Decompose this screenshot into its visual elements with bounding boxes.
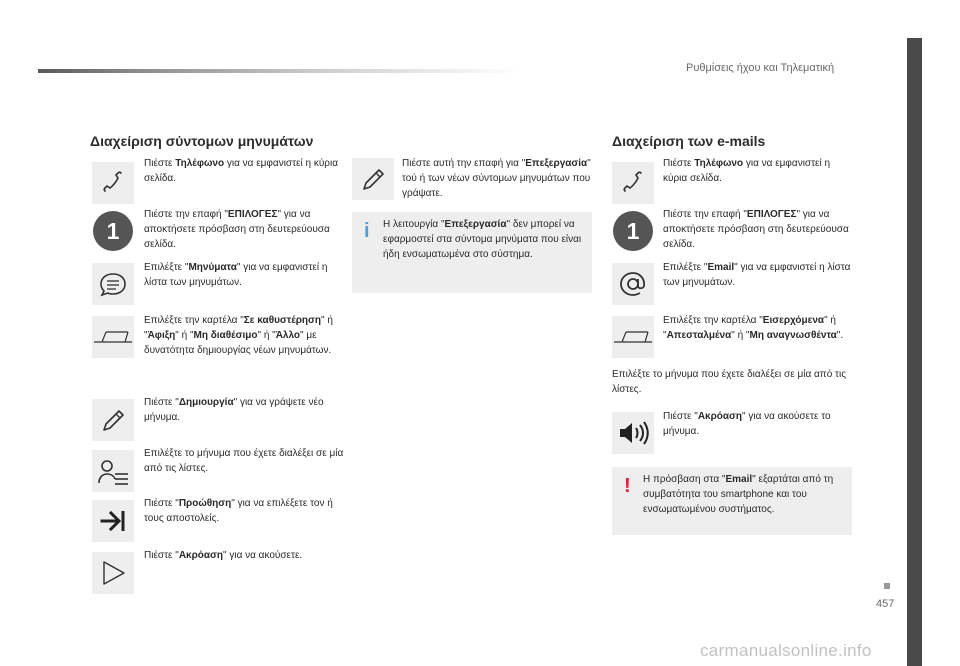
text-segment: " τού ή των νέων σύντομων μηνυμάτων που γράψατε. [402, 158, 591, 199]
step-text [144, 313, 344, 358]
page-marker [884, 583, 890, 589]
step-text [144, 496, 344, 526]
info-note [352, 212, 592, 293]
text-segment: " για να αποκτήσετε πρόσβαση στη δευτερεύουσα σελίδα. [144, 209, 330, 250]
text-segment: Πιέστε " [144, 498, 179, 509]
info-text [383, 217, 583, 262]
text-segment: " ή " [731, 330, 750, 341]
step-number-1 [612, 210, 654, 252]
text-segment: Πιέστε αυτή την επαφή για " [402, 158, 526, 169]
text-segment: για να εμφανιστεί η κύρια σελίδα. [144, 158, 338, 184]
step-number-label: 1 [106, 218, 120, 244]
emphasis-text: Τηλέφωνο [175, 158, 225, 169]
tab-selector-icon [92, 316, 134, 358]
text-segment: Επιλέξτε το μήνυμα που έχετε διαλέξει σε μία από τις λίστες. [144, 448, 344, 474]
text-segment: " για να αποκτήσετε πρόσβαση στη δευτερεύουσα σελίδα. [663, 209, 849, 250]
text-segment: Επιλέξτε την καρτέλα " [144, 315, 244, 326]
text-segment: " για να επιλέξετε τον ή τους αποστολείς. [144, 498, 333, 524]
emphasis-text: Σε καθυστέρηση [243, 315, 321, 326]
step-number-label: 1 [626, 218, 640, 244]
pencil-icon [92, 399, 134, 441]
step-text [144, 260, 344, 290]
phone-icon [92, 162, 134, 204]
section-title-email: Διαχείριση των e-mails [612, 133, 766, 149]
text-segment: " με δυνατότητα δημιουργίας νέων μηνυμάτων. [144, 330, 332, 356]
emphasis-text: Μηνύματα [188, 262, 237, 273]
step-text [663, 156, 853, 186]
text-segment: Πιέστε " [144, 397, 179, 408]
watermark: carmanualsonline.info [700, 641, 872, 660]
step-number-1 [92, 210, 134, 252]
text-segment: Πιέστε την επαφή " [144, 209, 228, 220]
speaker-icon [612, 412, 654, 454]
text-segment: Η πρόσβαση στα " [643, 474, 726, 485]
text-segment: για να εμφανιστεί η κύρια σελίδα. [663, 158, 831, 184]
step-text [144, 548, 344, 563]
emphasis-text: Επεξεργασία [525, 158, 588, 169]
step-text [663, 207, 853, 252]
text-segment: " εξαρτάται από τη συμβατότητα του smartphone και του ενσωματωμένου συστήματος. [643, 474, 834, 515]
emphasis-text: Δημιουργία [178, 397, 234, 408]
emphasis-text: Εισερχόμενα [762, 315, 825, 326]
emphasis-text: Ακρόαση [178, 550, 224, 561]
page-number: 457 [876, 598, 895, 610]
message-bubble-icon [92, 263, 134, 305]
step-text [144, 207, 344, 252]
text-segment: Πιέστε " [663, 411, 698, 422]
emphasis-text: Email [707, 262, 735, 273]
phone-icon [612, 162, 654, 204]
emphasis-text: Απεσταλμένα [666, 330, 732, 341]
step-text [663, 409, 853, 439]
text-segment: " για να γράψετε νέο μήνυμα. [144, 397, 324, 423]
header-decorative-bar [38, 69, 518, 73]
step-text [144, 446, 344, 476]
tab-selector-icon [612, 316, 654, 358]
text-segment: " δεν μπορεί να εφαρμοστεί στα σύντομα μηνύματα που είναι ήδη ενσωματωμένα στο σύστημα. [383, 219, 582, 260]
emphasis-text: Ακρόαση [697, 411, 743, 422]
contact-list-icon [92, 450, 134, 492]
text-segment: " για να εμφανιστεί η λίστα των μηνυμάτων. [144, 262, 328, 288]
text-segment: " για να εμφανιστεί η λίστα των μηνυμάτων. [663, 262, 851, 288]
step-text [663, 260, 853, 290]
pencil-icon [352, 158, 394, 200]
text-segment: Πιέστε [663, 158, 695, 169]
forward-icon [92, 500, 134, 542]
text-segment: " για να ακούσετε. [223, 550, 303, 561]
step-text [144, 395, 344, 425]
emphasis-text: Επεξεργασία [444, 219, 507, 230]
info-icon: i [364, 220, 370, 242]
plain-instruction: Επιλέξτε το μήνυμα που έχετε διαλέξει σε μία από τις λίστες. [612, 369, 847, 395]
emphasis-text: Άλλο [275, 330, 301, 341]
emphasis-text: Μη διαθέσιμο [193, 330, 258, 341]
text-segment: Επιλέξτε την καρτέλα " [663, 315, 763, 326]
emphasis-text: Προώθηση [178, 498, 232, 509]
warning-text [643, 472, 846, 517]
step-text [144, 156, 344, 186]
text-segment: " ή " [175, 330, 194, 341]
text-segment: " ή " [257, 330, 276, 341]
emphasis-text: Email [725, 474, 753, 485]
emphasis-text: ΕΠΙΛΟΓΕΣ [746, 209, 797, 220]
step-text [402, 156, 592, 201]
warning-icon: ! [624, 475, 631, 497]
text-segment: " για να ακούσετε το μήνυμα. [663, 411, 831, 437]
emphasis-text: Τηλέφωνο [694, 158, 744, 169]
section-title-sms: Διαχείριση σύντομων μηνυμάτων [90, 133, 314, 149]
text-segment: ". [836, 330, 844, 341]
emphasis-text: Μη αναγνωσθέντα [749, 330, 837, 341]
text-segment: Η λειτουργία " [383, 219, 445, 230]
text-segment: Πιέστε " [144, 550, 179, 561]
text-segment: " ή " [663, 315, 836, 341]
emphasis-text: ΕΠΙΛΟΓΕΣ [227, 209, 278, 220]
warning-note [612, 467, 852, 535]
emphasis-text: Άφιξη [147, 330, 176, 341]
text-segment: Επιλέξτε " [144, 262, 189, 273]
side-tab-bar [907, 38, 922, 666]
text-segment: Πιέστε την επαφή " [663, 209, 747, 220]
text-segment: Επιλέξτε " [663, 262, 708, 273]
play-icon [92, 552, 134, 594]
text-segment: " ή " [144, 315, 333, 341]
step-text [663, 313, 858, 343]
at-sign-icon [612, 263, 654, 305]
chapter-title: Ρυθμίσεις ήχου και Τηλεματική [686, 62, 835, 74]
text-segment: Πιέστε [144, 158, 176, 169]
